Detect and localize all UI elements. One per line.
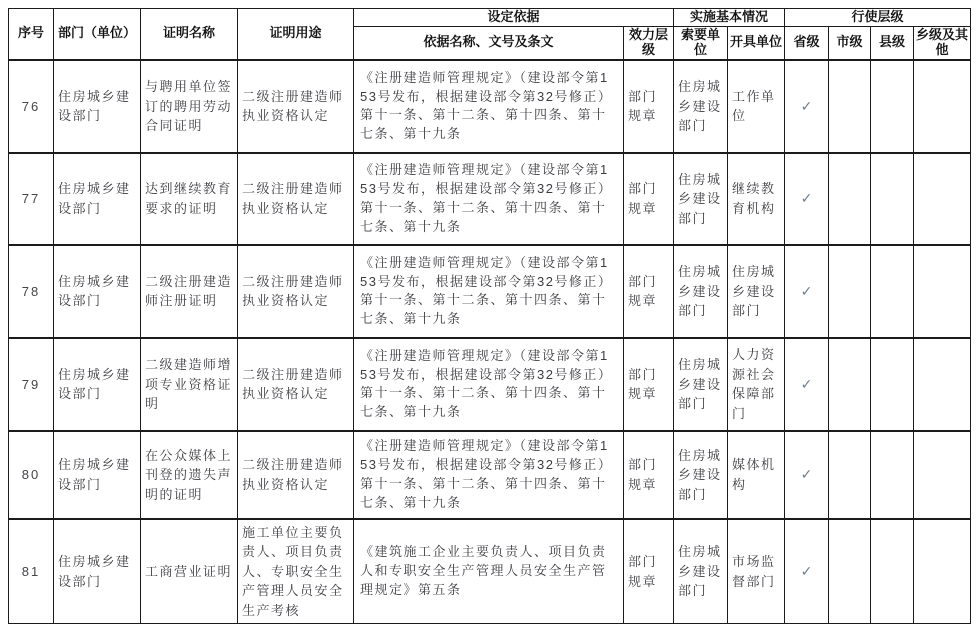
header-group-implementation: 实施基本情况 <box>674 9 785 27</box>
header-department: 部门（单位） <box>54 9 141 60</box>
header-municipal: 市级 <box>829 27 871 60</box>
department-cell: 住房城乡建设部门 <box>54 60 141 153</box>
legal-level-cell: 部门规章 <box>624 338 674 431</box>
county-check-cell <box>871 431 914 519</box>
header-group-row <box>9 9 971 27</box>
certificate-purpose-cell: 施工单位主要负责人、项目负责人、专职安全生产管理人员安全生产考核 <box>238 519 354 624</box>
basis-cell: 《注册建造师管理规定》（建设部令第153号发布，根据建设部令第32号修正）第十一条、第十二条、第十四条、第十七条、第十九条 <box>354 338 624 431</box>
issuing-unit-cell: 人力资源社会保障部门 <box>728 338 785 431</box>
header-cert-purpose: 证明用途 <box>238 9 354 60</box>
county-check-cell <box>871 245 914 338</box>
department-cell: 住房城乡建设部门 <box>54 431 141 519</box>
basis-cell: 《注册建造师管理规定》（建设部令第153号发布，根据建设部令第32号修正）第十一条、第十二条、第十四条、第十七条、第十九条 <box>354 245 624 338</box>
legal-level-cell: 部门规章 <box>624 60 674 153</box>
provincial-check-cell: ✓ <box>785 153 829 245</box>
municipal-check-cell <box>829 338 871 431</box>
serial-cell: 76 <box>9 60 54 153</box>
township-check-cell <box>914 338 971 431</box>
issuing-unit-cell: 继续教育机构 <box>728 153 785 245</box>
department-cell: 住房城乡建设部门 <box>54 519 141 624</box>
basis-cell: 《建筑施工企业主要负责人、项目负责人和专职安全生产管理人员安全生产管理规定》第五条 <box>354 519 624 624</box>
certificate-name-cell: 二级注册建造师注册证明 <box>141 245 238 338</box>
issuing-unit-cell: 媒体机构 <box>728 431 785 519</box>
requesting-unit-cell: 住房城乡建设部门 <box>674 519 728 624</box>
requesting-unit-cell: 住房城乡建设部门 <box>674 338 728 431</box>
municipal-check-cell <box>829 60 871 153</box>
provincial-check-cell: ✓ <box>785 245 829 338</box>
header-group-basis: 设定依据 <box>354 9 674 27</box>
issuing-unit-cell: 工作单位 <box>728 60 785 153</box>
header-cert-name: 证明名称 <box>141 9 238 60</box>
basis-cell: 《注册建造师管理规定》（建设部令第153号发布，根据建设部令第32号修正）第十一条、第十二条、第十四条、第十七条、第十九条 <box>354 60 624 153</box>
certificate-name-cell: 工商营业证明 <box>141 519 238 624</box>
header-provincial: 省级 <box>785 27 829 60</box>
legal-level-cell: 部门规章 <box>624 153 674 245</box>
certificate-purpose-cell: 二级注册建造师执业资格认定 <box>238 153 354 245</box>
certificate-purpose-cell: 二级注册建造师执业资格认定 <box>238 338 354 431</box>
county-check-cell <box>871 60 914 153</box>
header-basis-text: 依据名称、文号及条文 <box>354 27 624 60</box>
township-check-cell <box>914 60 971 153</box>
certificate-purpose-cell: 二级注册建造师执业资格认定 <box>238 431 354 519</box>
township-check-cell <box>914 519 971 624</box>
serial-cell: 81 <box>9 519 54 624</box>
legal-level-cell: 部门规章 <box>624 519 674 624</box>
legal-level-cell: 部门规章 <box>624 431 674 519</box>
municipal-check-cell <box>829 431 871 519</box>
certificates-table <box>8 8 971 624</box>
table-header <box>9 9 971 60</box>
certificate-purpose-cell: 二级注册建造师执业资格认定 <box>238 245 354 338</box>
basis-cell: 《注册建造师管理规定》（建设部令第153号发布，根据建设部令第32号修正）第十一条、第十二条、第十四条、第十七条、第十九条 <box>354 431 624 519</box>
header-legal-level: 效力层级 <box>624 27 674 60</box>
certificate-name-cell: 与聘用单位签订的聘用劳动合同证明 <box>141 60 238 153</box>
serial-cell: 77 <box>9 153 54 245</box>
serial-cell: 80 <box>9 431 54 519</box>
issuing-unit-cell: 市场监督部门 <box>728 519 785 624</box>
department-cell: 住房城乡建设部门 <box>54 153 141 245</box>
table-row <box>9 338 971 431</box>
township-check-cell <box>914 431 971 519</box>
table-row <box>9 153 971 245</box>
header-issuing-unit: 开具单位 <box>728 27 785 60</box>
county-check-cell <box>871 153 914 245</box>
department-cell: 住房城乡建设部门 <box>54 338 141 431</box>
department-cell: 住房城乡建设部门 <box>54 245 141 338</box>
basis-cell: 《注册建造师管理规定》（建设部令第153号发布，根据建设部令第32号修正）第十一条、第十二条、第十四条、第十七条、第十九条 <box>354 153 624 245</box>
municipal-check-cell <box>829 153 871 245</box>
provincial-check-cell: ✓ <box>785 338 829 431</box>
issuing-unit-cell: 住房城乡建设部门 <box>728 245 785 338</box>
serial-cell: 78 <box>9 245 54 338</box>
table-row <box>9 60 971 153</box>
legal-level-cell: 部门规章 <box>624 245 674 338</box>
county-check-cell <box>871 519 914 624</box>
county-check-cell <box>871 338 914 431</box>
township-check-cell <box>914 153 971 245</box>
provincial-check-cell: ✓ <box>785 60 829 153</box>
requesting-unit-cell: 住房城乡建设部门 <box>674 431 728 519</box>
requesting-unit-cell: 住房城乡建设部门 <box>674 245 728 338</box>
header-township: 乡级及其他 <box>914 27 971 60</box>
table-body <box>9 60 971 624</box>
header-county: 县级 <box>871 27 914 60</box>
certificate-name-cell: 二级建造师增项专业资格证明 <box>141 338 238 431</box>
serial-cell: 79 <box>9 338 54 431</box>
certificate-purpose-cell: 二级注册建造师执业资格认定 <box>238 60 354 153</box>
municipal-check-cell <box>829 245 871 338</box>
municipal-check-cell <box>829 519 871 624</box>
header-group-exercise-level: 行使层级 <box>785 9 971 27</box>
table-row <box>9 245 971 338</box>
certificate-name-cell: 达到继续教育要求的证明 <box>141 153 238 245</box>
provincial-check-cell: ✓ <box>785 431 829 519</box>
header-serial: 序号 <box>9 9 54 60</box>
requesting-unit-cell: 住房城乡建设部门 <box>674 153 728 245</box>
header-requesting-unit: 索要单位 <box>674 27 728 60</box>
table-row <box>9 431 971 519</box>
township-check-cell <box>914 245 971 338</box>
certificate-name-cell: 在公众媒体上刊登的遗失声明的证明 <box>141 431 238 519</box>
requesting-unit-cell: 住房城乡建设部门 <box>674 60 728 153</box>
provincial-check-cell: ✓ <box>785 519 829 624</box>
table-row <box>9 519 971 624</box>
